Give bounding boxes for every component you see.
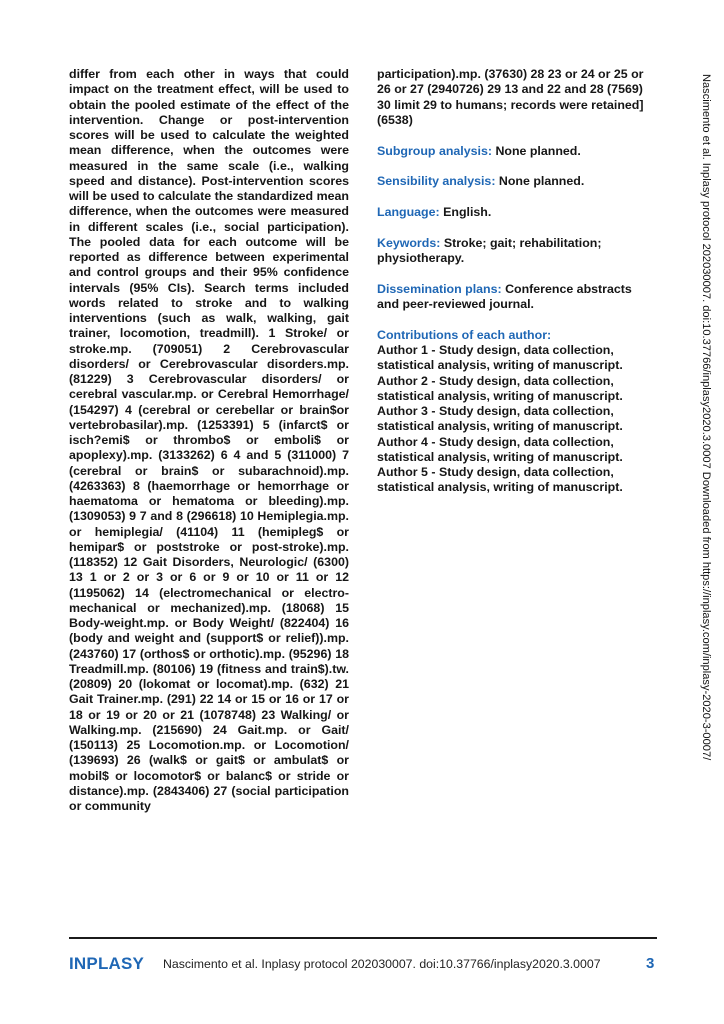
author-contribution-3: Author 3 - Study design, data collection, statistical analysis, writing of manuscript. (377, 404, 623, 434)
dissemination-plans-value: Conference abstracts and peer-reviewed journal. (377, 281, 632, 311)
subgroup-analysis-label: Subgroup analysis: (377, 143, 492, 158)
language-label: Language: (377, 205, 440, 219)
author-contribution-2: Author 2 - Study design, data collection, statistical analysis, writing of manuscript. (377, 373, 623, 403)
language (377, 205, 657, 220)
subgroup-analysis-value: None planned. (495, 143, 581, 158)
footer-divider (69, 937, 657, 939)
inplasy-logo: INPLASY (69, 954, 145, 973)
dissemination-plans (377, 282, 657, 313)
right-column (377, 67, 657, 511)
author-contributions (377, 328, 657, 496)
keywords (377, 236, 657, 267)
keywords-value: Stroke; gait; rehabilitation; physiotherapy. (377, 235, 602, 265)
methods-search-text: differ from each other in ways that could impact on the treatment effect, will be used to obtain the pooled estimate of the effect of the intervention. Change or post-intervention scores will be used to calculate the weighted mean difference, when the outcomes were measured in the same scale (i.e., walking speed and distance). Post-intervention scores will be used to calculate the standardized mean difference, when the outcomes were measured in different scales (i.e., social participation). The pooled data for each outcome will be reported as difference between experimental and control groups and their 95% confidence intervals (95% CIs). Search terms included words related to stroke and to walking interventions (such as walk, walking, gait trainer, locomotion, treadmill). 1 Stroke/ or stroke.mp. (709051) 2 Cerebrovascular disorders/ or Cerebrovascular disorders.mp. (81229) 3 Cerebrovascular disorders/ or cerebral vascular.mp. or Cerebral Hemorrhage/ (154297) 4 (cerebral or cerebellar or brain$or vertebrobasilar).mp. (1253391) 5 (infarct$ or isch?emi$ or thrombo$ or emboli$ or apoplexy).mp. (3133262) 6 4 and 5 (311000) 7 (cerebral or brain$ or subarachnoid).mp. (4263363) 8 (haemorrhage or hemorrhage or haematoma or hematoma or bleeding).mp. (1309053) 9 7 and 8 (296618) 10 Hemiplegia.mp. or hemiplegia/ (41104) 11 (hemipleg$ or hemipar$ or poststroke or post-stroke).mp. (118352) 12 Gait Disorders, Neurologic/ (6300) 13 1 or 2 or 3 or 6 or 9 or 10 or 11 or 12 (1195062) 14 (electromechanical or electro-mechanical or mechanized).mp. (18068) 15 Body-weight.mp. or Body Weight/ (822404) 16 (body and weight and (support$ or relief)).mp. (243760) 17 (orthos$ or orthotic).mp. (95296) 18 Treadmill.mp. (80106) 19 (fitness and train$).tw. (20809) 20 (lokomat or locomat).mp. (632) 21 Gait Trainer.mp. (291) 22 14 or 15 or 16 or 17 or 18 or 19 or 20 or 21 (1078748) 23 Walking/ or Walking.mp. (215690) 24 Gait.mp. or Gait/ (150113) 25 Locomotion.mp. or Locomotion/ (139693) 26 (walk$ or gait$ or ambulat$ or mobil$ or locomotor$ or balanc$ or stride or distance).mp. (2843406) 27 (social participation or community (69, 67, 349, 813)
page-number: 3 (646, 955, 655, 972)
sensibility-analysis-label: Sensibility analysis: (377, 174, 496, 189)
footer-citation: Nascimento et al. Inplasy protocol 202030007. doi:10.37766/inplasy2020.3.0007 (163, 957, 601, 971)
sensibility-analysis (377, 174, 657, 189)
left-column (69, 67, 349, 814)
keywords-label: Keywords: (377, 235, 441, 250)
author-contribution-4: Author 4 - Study design, data collection, statistical analysis, writing of manuscript. (377, 434, 623, 464)
sensibility-analysis-value: None planned. (498, 174, 585, 189)
language-value: English. (443, 205, 492, 219)
dissemination-plans-label: Dissemination plans: (377, 281, 502, 296)
subgroup-analysis (377, 144, 657, 159)
author-contribution-5: Author 5 - Study design, data collection, statistical analysis, writing of manuscript. (377, 465, 623, 495)
contributions-heading: Contributions of each author: (377, 327, 552, 342)
download-side-note: Nascimento et al. Inplasy protocol 202030007. doi:10.37766/inplasy2020.3.0007 Downloaded from https://inplasy.com/inplasy-2020-3-0007/ (700, 74, 712, 761)
search-terms-continuation: participation).mp. (37630) 28 23 or 24 or 25 or 26 or 27 (2940726) 29 13 and 22 and 28 (7569) 30 limit 29 to humans; records were retained] (6538) (377, 67, 644, 127)
author-contribution-1: Author 1 - Study design, data collection, statistical analysis, writing of manuscript. (377, 343, 623, 373)
